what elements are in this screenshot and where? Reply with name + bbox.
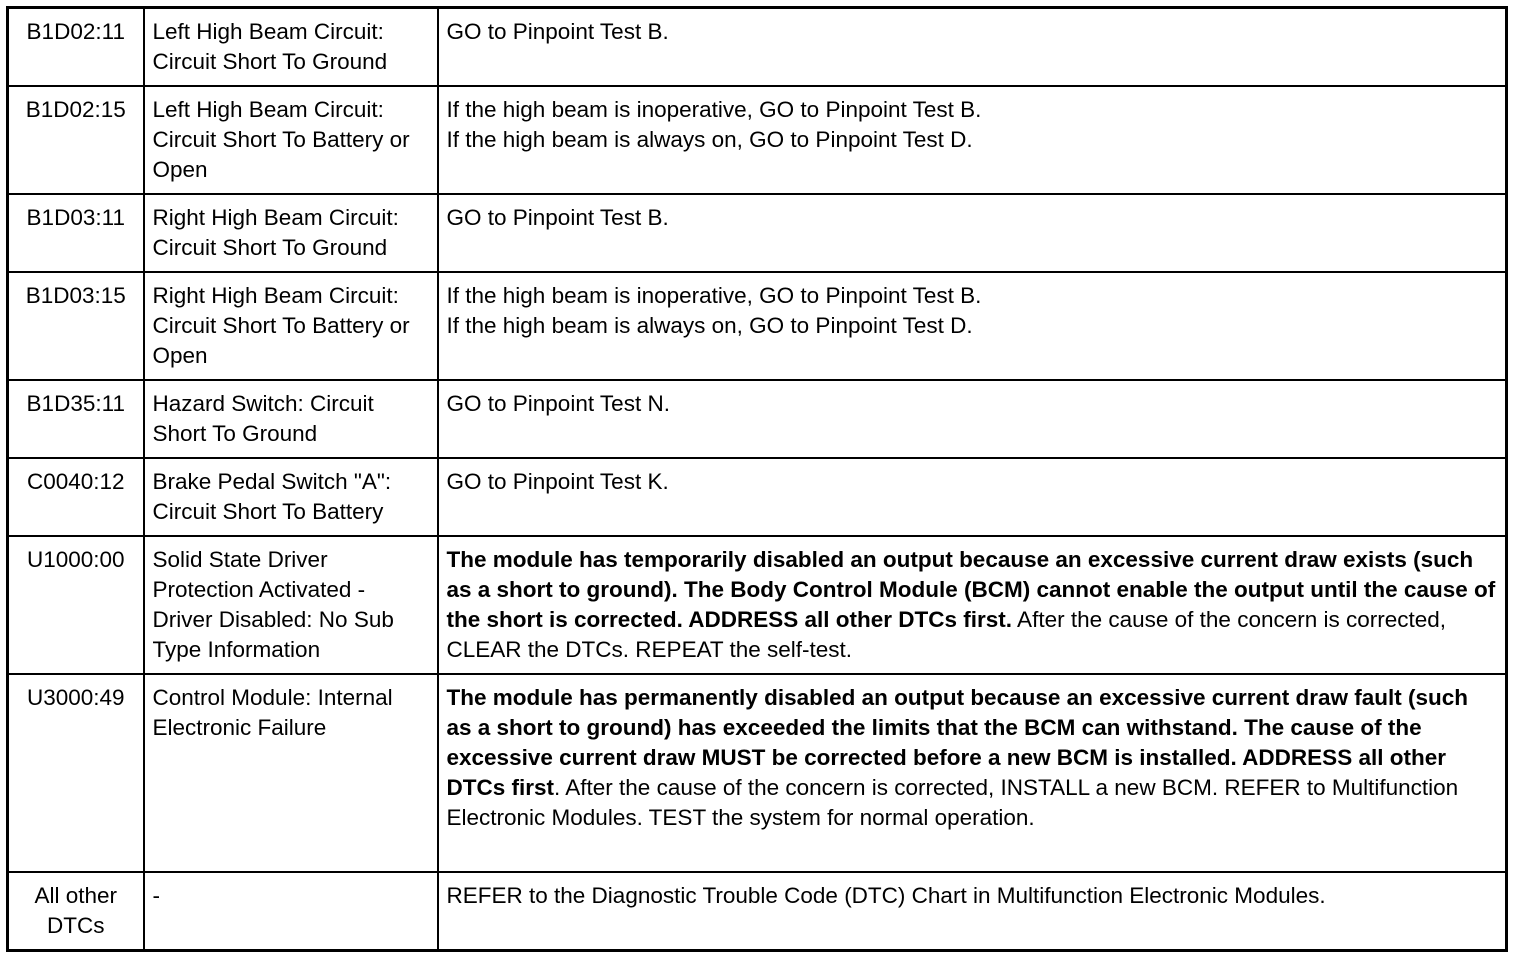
action-line: If the high beam is always on, GO to Pinpoint Test D. xyxy=(446,127,973,152)
table-row xyxy=(8,272,1507,380)
dtc-description: - xyxy=(144,872,438,951)
dtc-description: Hazard Switch: Circuit Short To Ground xyxy=(144,380,438,458)
action-text-bold: The module has permanently disabled an output because an excessive current draw fault (such as a short to ground) has exceeded the limits that the BCM can withstand. The cause of the excessive current draw MUST be corrected before a new BCM is installed. ADDRESS all other DTCs first xyxy=(446,685,1469,800)
dtc-description: Right High Beam Circuit: Circuit Short To Ground xyxy=(144,194,438,272)
dtc-action xyxy=(438,194,1507,272)
table-row xyxy=(8,458,1507,536)
action-text: REFER to the Diagnostic Trouble Code (DTC) Chart in Multifunction Electronic Modules. xyxy=(446,883,1326,908)
dtc-code: B1D02:11 xyxy=(8,8,144,87)
dtc-code: C0040:12 xyxy=(8,458,144,536)
dtc-code: B1D03:11 xyxy=(8,194,144,272)
action-line: If the high beam is inoperative, GO to Pinpoint Test B. xyxy=(446,283,982,308)
dtc-action xyxy=(438,536,1507,674)
table-row xyxy=(8,674,1507,872)
dtc-action xyxy=(438,86,1507,194)
dtc-code: U1000:00 xyxy=(8,536,144,674)
dtc-code: B1D03:15 xyxy=(8,272,144,380)
dtc-code: All other DTCs xyxy=(8,872,144,951)
action-text: GO to Pinpoint Test B. xyxy=(446,19,669,44)
table-row xyxy=(8,872,1507,951)
action-text-bold: The module has temporarily disabled an output because an excessive current draw exists (such as a short to ground). The Body Control Module (BCM) cannot enable the output until the cause of the short is corrected. ADDRESS all other DTCs first. xyxy=(446,547,1496,632)
dtc-action xyxy=(438,272,1507,380)
dtc-code: U3000:49 xyxy=(8,674,144,872)
dtc-action xyxy=(438,674,1507,872)
dtc-description: Right High Beam Circuit: Circuit Short To Battery or Open xyxy=(144,272,438,380)
table-row xyxy=(8,380,1507,458)
action-line: If the high beam is always on, GO to Pinpoint Test D. xyxy=(446,313,973,338)
dtc-description: Left High Beam Circuit: Circuit Short To Battery or Open xyxy=(144,86,438,194)
dtc-code: B1D35:11 xyxy=(8,380,144,458)
table-row xyxy=(8,86,1507,194)
dtc-action xyxy=(438,380,1507,458)
dtc-table xyxy=(6,6,1508,952)
action-text: GO to Pinpoint Test K. xyxy=(446,469,669,494)
table-row xyxy=(8,8,1507,87)
dtc-description: Brake Pedal Switch "A": Circuit Short To Battery xyxy=(144,458,438,536)
dtc-code: B1D02:15 xyxy=(8,86,144,194)
dtc-description: Control Module: Internal Electronic Failure xyxy=(144,674,438,872)
action-text: GO to Pinpoint Test B. xyxy=(446,205,669,230)
dtc-action xyxy=(438,8,1507,87)
dtc-action xyxy=(438,458,1507,536)
action-text: After the cause of the concern is corrected, CLEAR the DTCs. REPEAT the self-test. xyxy=(446,607,1447,662)
table-row xyxy=(8,194,1507,272)
dtc-description: Left High Beam Circuit: Circuit Short To Ground xyxy=(144,8,438,87)
action-text: GO to Pinpoint Test N. xyxy=(446,391,670,416)
action-text: . After the cause of the concern is corrected, INSTALL a new BCM. REFER to Multifunction Electronic Modules. TEST the system for normal operation. xyxy=(446,775,1459,830)
action-line: If the high beam is inoperative, GO to Pinpoint Test B. xyxy=(446,97,982,122)
dtc-description: Solid State Driver Protection Activated - Driver Disabled: No Sub Type Information xyxy=(144,536,438,674)
dtc-action xyxy=(438,872,1507,951)
table-row xyxy=(8,536,1507,674)
